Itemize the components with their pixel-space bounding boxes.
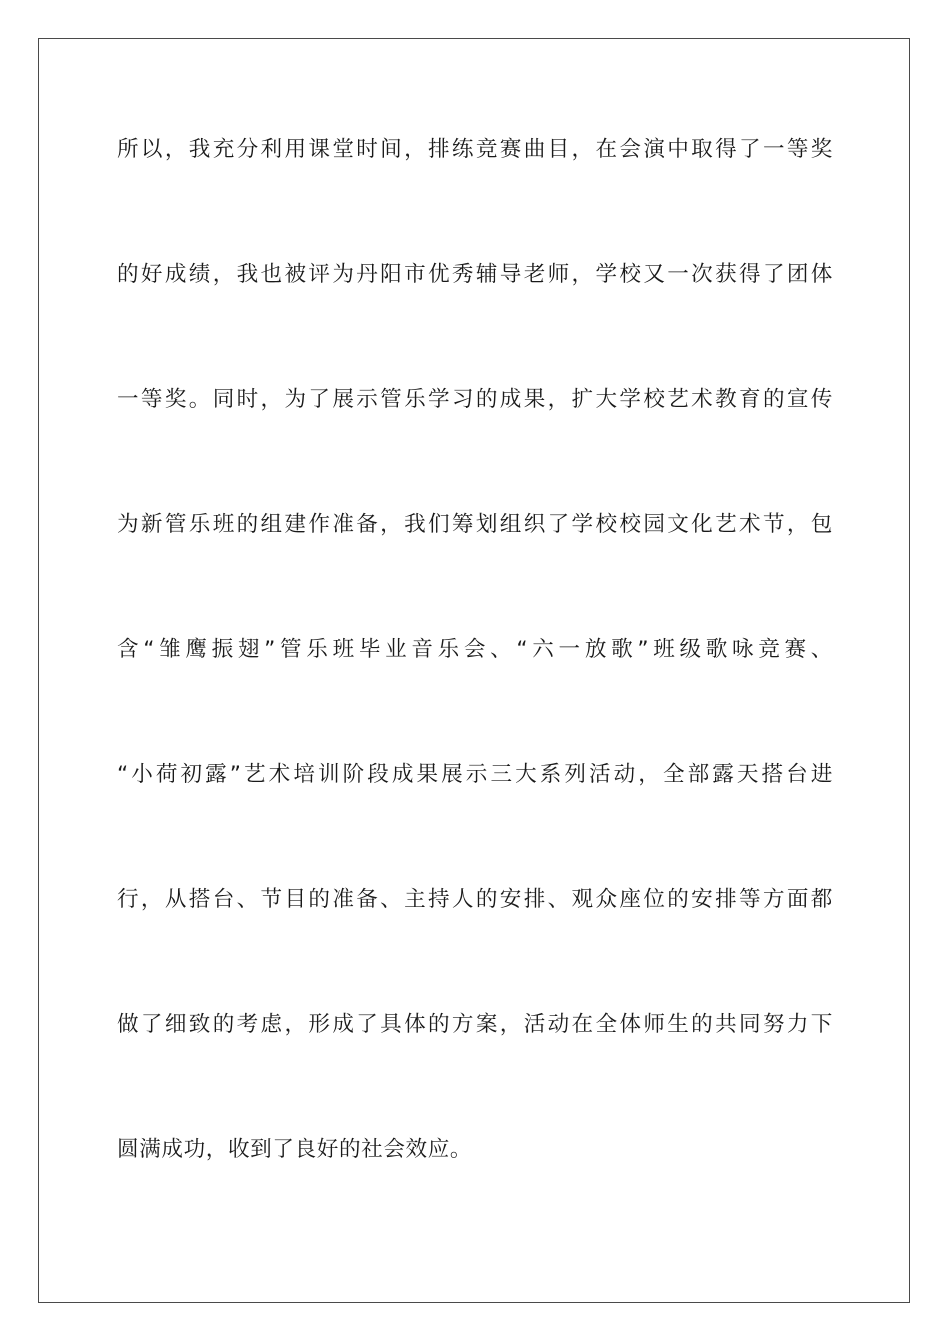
document-body (117, 130, 833, 1255)
paragraph-line: 为新管乐班的组建作准备，我们筹划组织了学校校园文化艺术节，包 (117, 512, 833, 537)
paragraph-line: 做了细致的考虑，形成了具体的方案，活动在全体师生的共同努力下 (117, 1012, 833, 1037)
paragraph-line: 行，从搭台、节目的准备、主持人的安排、观众座位的安排等方面都 (117, 887, 833, 912)
paragraph-line: 含“雏鹰振翅”管乐班毕业音乐会、“六一放歌”班级歌咏竞赛、 (117, 637, 833, 662)
paragraph-last-line: 圆满成功，收到了良好的社会效应。 (117, 1137, 473, 1162)
paragraph-line: “小荷初露”艺术培训阶段成果展示三大系列活动，全部露天搭台进 (117, 762, 833, 787)
paragraph-line: 的好成绩，我也被评为丹阳市优秀辅导老师，学校又一次获得了团体 (117, 262, 833, 287)
paragraph-line: 所以，我充分利用课堂时间，排练竞赛曲目，在会演中取得了一等奖 (117, 137, 833, 162)
paragraph-line: 一等奖。同时，为了展示管乐学习的成果，扩大学校艺术教育的宣传 (117, 387, 833, 412)
